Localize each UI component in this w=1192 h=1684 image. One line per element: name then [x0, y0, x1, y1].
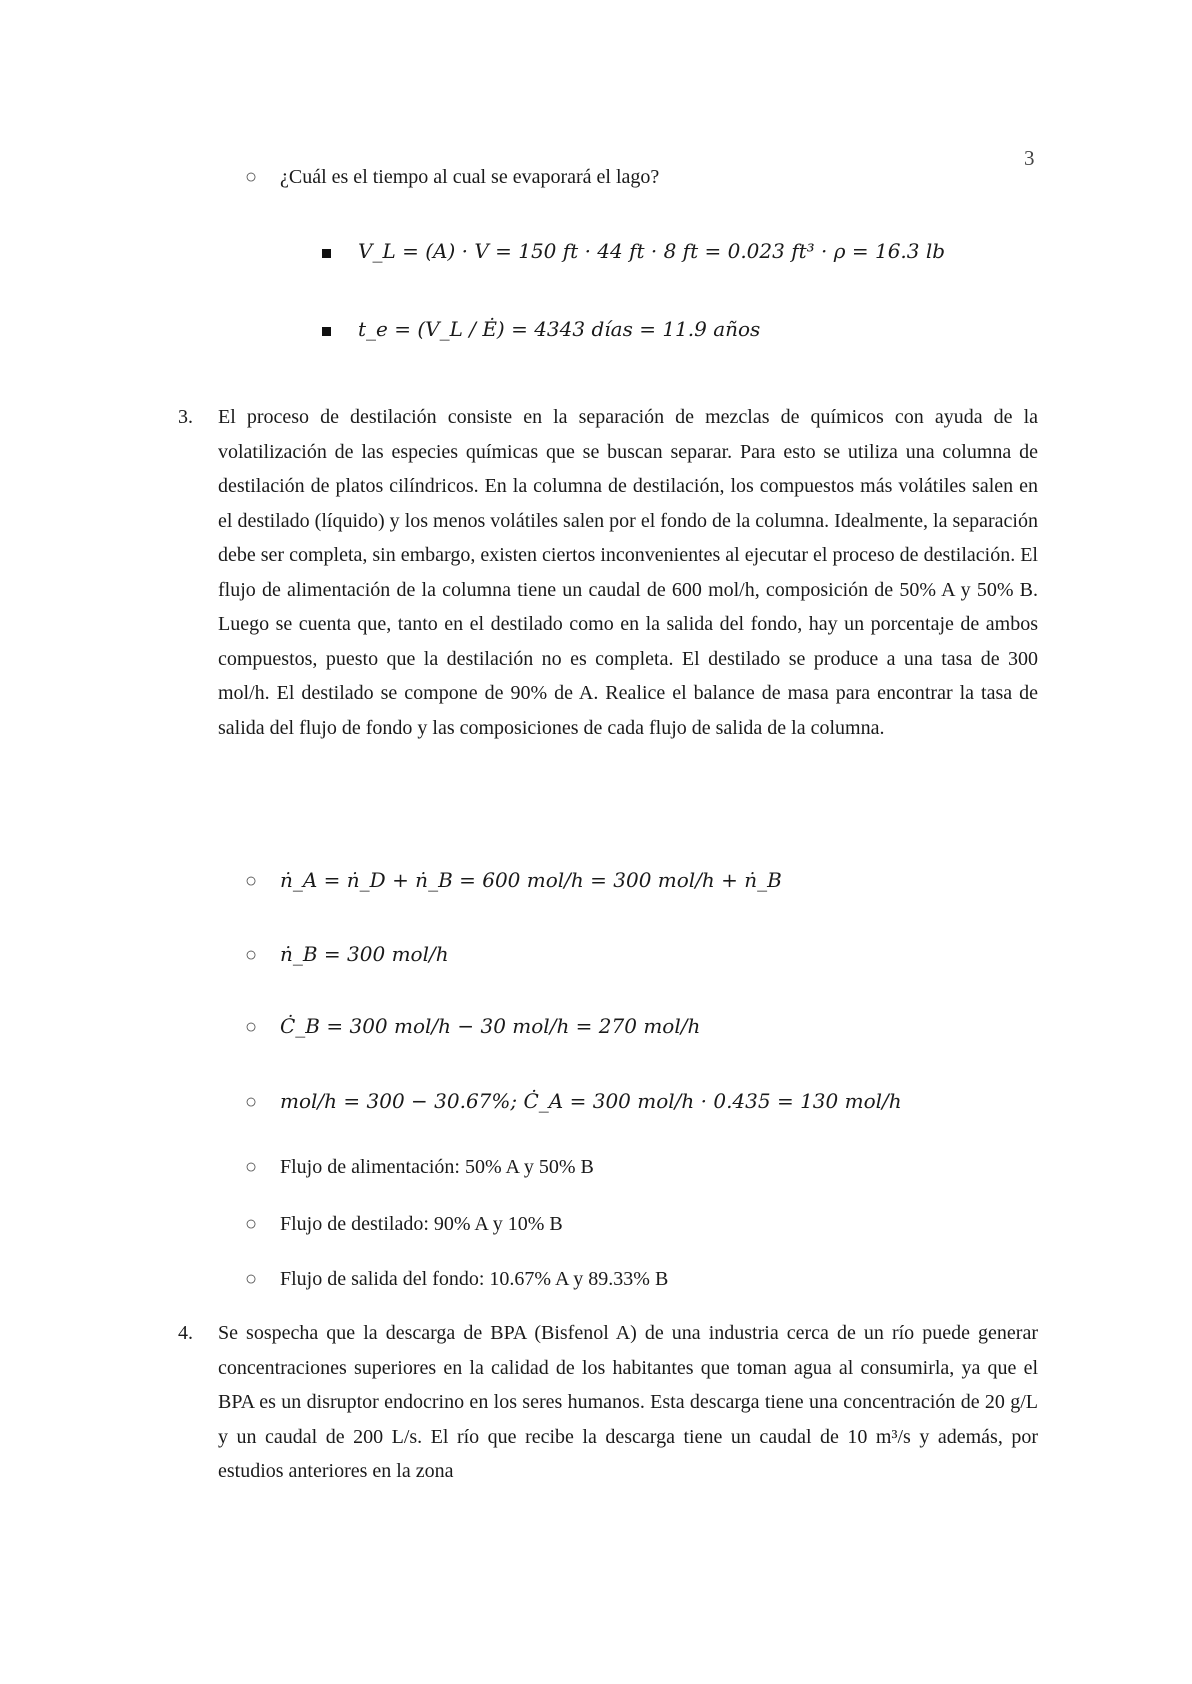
item-paragraph: El proceso de destilación consiste en la separación de mezclas de químicos con ayuda de la volatilización de las especies químicas que se buscan separar. Para esto se utiliza una columna de destilación de platos cilíndricos. En la columna de destilación, los compuestos más volátiles salen en el destilado (líquido) y los menos volátiles salen por el fondo de la columna. Idealmente, la separación debe ser completa, sin embargo, existen ciertos inconvenientes al ejecutar el proceso de destilación. El flujo de alimentación de la columna tiene un caudal de 600 mol/h, composición de 50% A y 50% B. Luego se cuenta que, tanto en el destilado como en la salida del fondo, hay un porcentaje de ambos compuestos, puesto que la destilación no es completa. El destilado se produce a una tasa de 300 mol/h. El destilado se compone de 90% de A. Realice el balance de masa para encontrar la tasa de salida del flujo de fondo y las composiciones de cada flujo de salida de la columna.	[218, 406, 1038, 739]
bullet-item	[245, 1265, 668, 1293]
circle-bullet-icon: ○	[245, 1156, 258, 1178]
bullet-text: mol/h = 300 − 30.67%; Ċ_A = 300 mol/h · 0.435 = 130 mol/h	[280, 1089, 902, 1113]
formula-item	[322, 314, 760, 345]
bullet-text: Flujo de destilado: 90% A y 10% B	[280, 1213, 563, 1235]
numbered-item-3	[178, 400, 1038, 745]
formula-text: V_L = (A) · V = 150 ft · 44 ft · 8 ft = 0.023 ft³ · ρ = 16.3 lb	[358, 239, 946, 263]
page-number: 3	[1024, 146, 1035, 170]
circle-bullet-icon: ○	[245, 1213, 258, 1235]
bullet-item	[245, 1210, 563, 1238]
bullet-text: ṅ_B = 300 mol/h	[280, 942, 449, 966]
circle-bullet-icon: ○	[245, 166, 258, 188]
bullet-item	[245, 1087, 902, 1116]
item-paragraph: Se sospecha que la descarga de BPA (Bisfenol A) de una industria cerca de un río puede generar concentraciones superiores en la calidad de los habitantes que toman agua al consumirla, ya que el BPA es un disruptor endocrino en los seres humanos. Esta descarga tiene una concentración de 20 g/L y un caudal de 200 L/s. El río que recibe la descarga tiene un caudal de 10 m³/s y además, por estudios anteriores en la zona	[218, 1322, 1038, 1482]
question-list-item	[245, 163, 659, 191]
bullet-text: ṅ_A = ṅ_D + ṅ_B = 600 mol/h = 300 mol/h + ṅ_B	[280, 868, 782, 892]
square-bullet-icon	[322, 249, 331, 258]
circle-bullet-icon: ○	[245, 1016, 258, 1038]
formula-item	[322, 236, 945, 267]
circle-bullet-icon: ○	[245, 1091, 258, 1113]
formula-text: t_e = (V_L / Ė) = 4343 días = 11.9 años	[358, 317, 761, 341]
item-number: 4.	[178, 1322, 193, 1344]
bullet-text: Flujo de salida del fondo: 10.67% A y 89.33% B	[280, 1268, 669, 1290]
numbered-item-4	[178, 1316, 1038, 1489]
circle-bullet-icon: ○	[245, 870, 258, 892]
bullet-item	[245, 940, 449, 969]
bullet-text: Flujo de alimentación: 50% A y 50% B	[280, 1156, 594, 1178]
bullet-item	[245, 1012, 700, 1041]
square-bullet-icon	[322, 327, 331, 336]
item-number: 3.	[178, 406, 193, 428]
question-text: ¿Cuál es el tiempo al cual se evaporará el lago?	[280, 166, 660, 188]
circle-bullet-icon: ○	[245, 1268, 258, 1290]
bullet-item	[245, 866, 782, 895]
bullet-text: Ċ_B = 300 mol/h − 30 mol/h = 270 mol/h	[280, 1014, 701, 1038]
circle-bullet-icon: ○	[245, 944, 258, 966]
bullet-item	[245, 1153, 594, 1181]
